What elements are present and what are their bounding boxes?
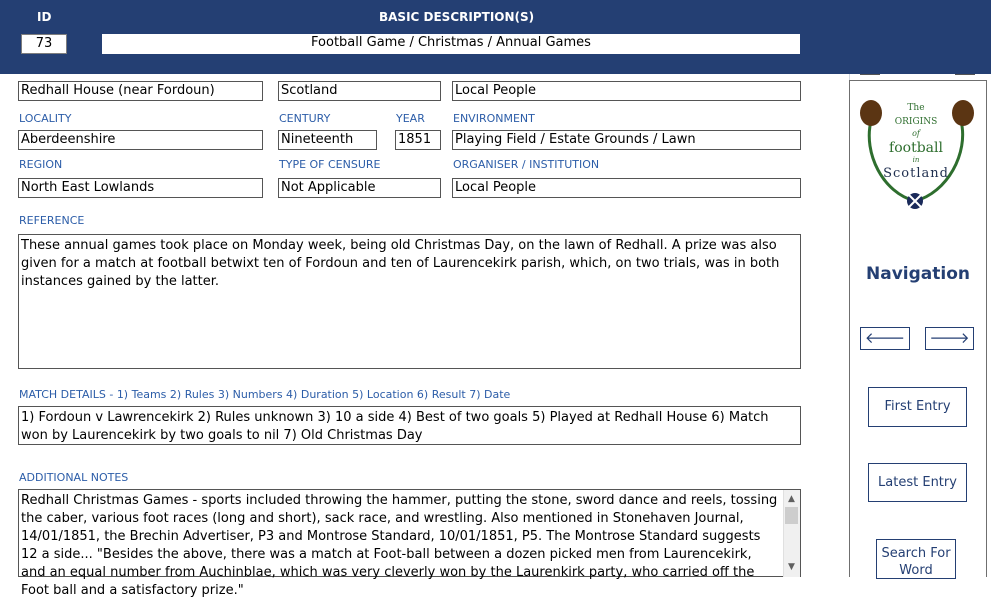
description-value-field[interactable]: Football Game / Christmas / Annual Games (102, 34, 800, 54)
divider (955, 74, 975, 75)
id-header-label: ID (37, 10, 52, 24)
divider (860, 74, 880, 75)
century-field[interactable]: Nineteenth (278, 130, 377, 150)
latest-entry-button[interactable]: Latest Entry (868, 463, 967, 502)
additional-notes-textarea[interactable]: Redhall Christmas Games - sports included throwing the hammer, putting the stone, sword dance and reels, tossing the caber, various foot races (long and short), sack race, and wrestling. Also mentioned in Stonehaven Journal, 14/01/1851, the Brechin Advertiser, P3 and Montrose Standard, 10/01/1851, P5. The Montrose Standard suggests 12 a side... "Besides the above, there was a match at Foot-ball between a dozen picked men from Laurencekirk, and an equal number from Auchinblae, which was very cleverly won by the Laurenkirk party, who carried off the Foot ball and a satisfactory prize." (18, 489, 801, 577)
football-left-icon (860, 100, 882, 126)
saltire-icon (907, 193, 923, 209)
svg-text:The: The (907, 103, 925, 113)
svg-text:ORIGINS: ORIGINS (894, 117, 938, 127)
next-entry-button[interactable] (925, 327, 974, 350)
environment-field[interactable]: Playing Field / Estate Grounds / Lawn (452, 130, 801, 150)
scroll-up-icon[interactable]: ▲ (788, 494, 795, 504)
previous-entry-button[interactable] (860, 327, 910, 350)
year-field[interactable]: 1851 (395, 130, 441, 150)
reference-textarea[interactable]: These annual games took place on Monday week, being old Christmas Day, on the lawn of Redhall. A prize was also given for a match at football betwixt ten of Fordoun and ten of Laurencekirk parish, which, on two trials, was in both instances gained by the latter. (18, 234, 801, 369)
svg-text:Scotland: Scotland (883, 166, 949, 181)
place-field[interactable]: Redhall House (near Fordoun) (18, 81, 263, 101)
region-label: REGION (19, 158, 63, 171)
navigation-title: Navigation (866, 264, 970, 284)
organiser-label: ORGANISER / INSTITUTION (453, 158, 600, 171)
match-details-textarea[interactable]: 1) Fordoun v Lawrencekirk 2) Rules unknown 3) 10 a side 4) Best of two goals 5) Played at Redhall House 6) Match won by Laurencekirk by two goals to nil 7) Old Christmas Day (18, 406, 801, 445)
censure-field[interactable]: Not Applicable (278, 178, 441, 198)
region-field[interactable]: North East Lowlands (18, 178, 263, 198)
match-details-label: MATCH DETAILS - 1) Teams 2) Rules 3) Numbers 4) Duration 5) Location 6) Result 7) Date (19, 388, 511, 401)
scrollbar-thumb[interactable] (785, 507, 798, 524)
origins-of-football-logo (853, 93, 981, 215)
arrow-right-icon: 🡒 (929, 329, 970, 347)
censure-label: TYPE OF CENSURE (279, 158, 381, 171)
locality-field[interactable]: Aberdeenshire (18, 130, 263, 150)
svg-text:football: football (889, 140, 943, 156)
environment-label: ENVIRONMENT (453, 112, 535, 125)
svg-text:in: in (912, 156, 920, 164)
locality-label: LOCALITY (19, 112, 72, 125)
country-field[interactable]: Scotland (278, 81, 441, 101)
first-entry-button[interactable]: First Entry (868, 387, 967, 427)
svg-text:of: of (912, 129, 920, 138)
scroll-down-icon[interactable]: ▼ (788, 562, 795, 572)
organiser-field[interactable]: Local People (452, 178, 801, 198)
reference-label: REFERENCE (19, 214, 85, 227)
football-right-icon (952, 100, 974, 126)
additional-notes-label: ADDITIONAL NOTES (19, 471, 129, 484)
century-label: CENTURY (279, 112, 331, 125)
arrow-left-icon: 🡐 (864, 329, 906, 347)
search-for-word-button[interactable]: Search For Word (876, 539, 956, 579)
participants-field[interactable]: Local People (452, 81, 801, 101)
year-label: YEAR (396, 112, 425, 125)
id-value-field[interactable]: 73 (21, 34, 67, 54)
description-header-label: BASIC DESCRIPTION(S) (379, 10, 535, 24)
